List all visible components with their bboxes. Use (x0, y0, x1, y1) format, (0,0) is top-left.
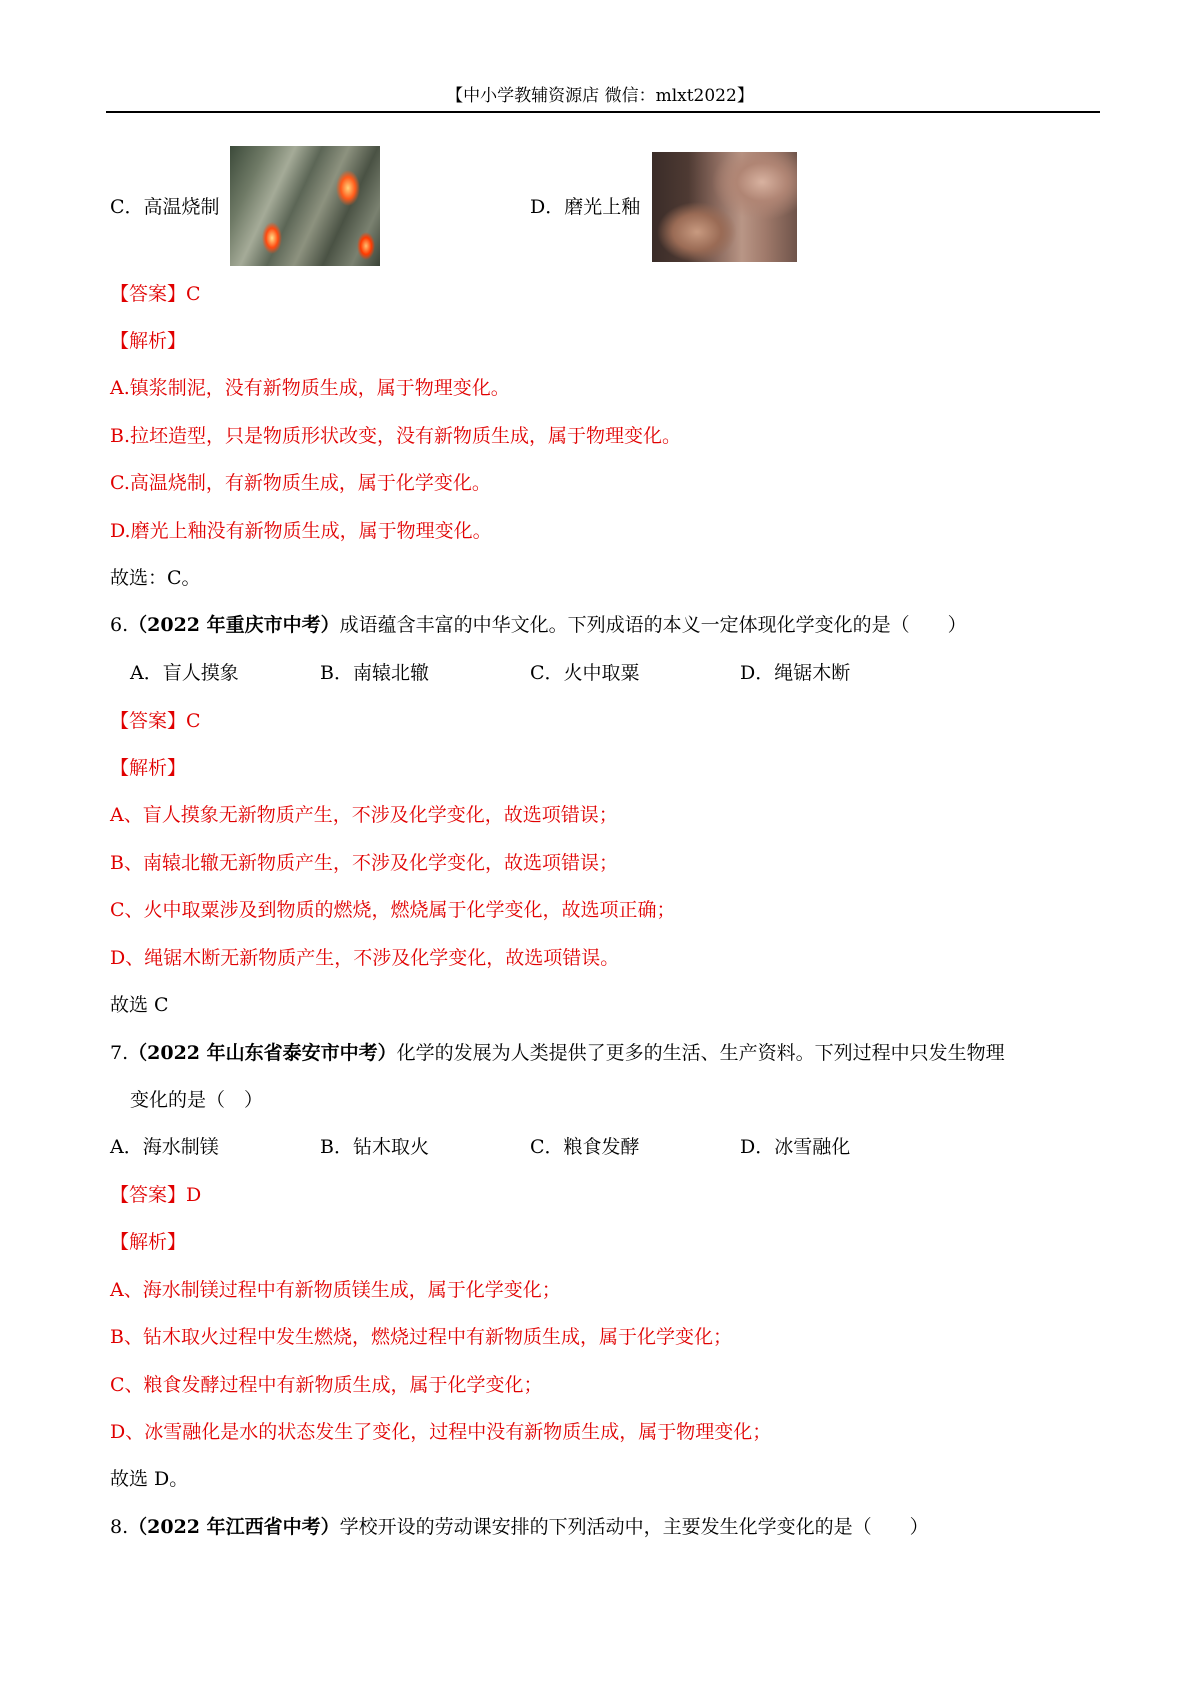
q8-source: （2022 年江西省中考） (128, 1516, 340, 1538)
q6-option-c: C．火中取粟 (530, 662, 640, 684)
q6-analysis-b: B、南辕北辙无新物质产生，不涉及化学变化，故选项错误； (110, 852, 618, 874)
q7-analysis-tag: 【解析】 (110, 1231, 187, 1253)
q6-analysis-tag: 【解析】 (110, 757, 187, 779)
q7-analysis-d: D、冰雪融化是水的状态发生了变化，过程中没有新物质生成，属于物理变化； (110, 1421, 772, 1443)
q6-stem: 6.（2022 年重庆市中考）成语蕴含丰富的中华文化。下列成语的本义一定体现化学变化的是（ ） (110, 614, 967, 636)
q6-answer-value: C (186, 710, 201, 732)
q7-stem-continued: 变化的是（ ） (130, 1089, 264, 1111)
q6-analysis-d: D、绳锯木断无新物质产生，不涉及化学变化，故选项错误。 (110, 947, 620, 969)
q6-answer: 【答案】C (110, 710, 201, 732)
q7-answer: 【答案】D (110, 1184, 202, 1206)
q7-stem: 7.（2022 年山东省泰安市中考）化学的发展为人类提供了更多的生活、生产资料。下列过程中只发生物理 (110, 1042, 1005, 1064)
q5-analysis-d: D.磨光上釉没有新物质生成，属于物理变化。 (110, 520, 492, 542)
q6-option-b: B．南辕北辙 (320, 662, 429, 684)
q5-analysis-tag: 【解析】 (110, 330, 187, 352)
q7-option-c: C．粮食发酵 (530, 1136, 640, 1158)
q5-analysis-b: B.拉坯造型，只是物质形状改变，没有新物质生成，属于物理变化。 (110, 425, 682, 447)
q7-analysis-a: A、海水制镁过程中有新物质镁生成，属于化学变化； (110, 1279, 561, 1301)
q7-analysis-c: C、粮食发酵过程中有新物质生成，属于化学变化； (110, 1374, 543, 1396)
q6-analysis-a: A、盲人摸象无新物质产生，不涉及化学变化，故选项错误； (110, 804, 618, 826)
q5-analysis-a: A.镇浆制泥，没有新物质生成，属于物理变化。 (110, 377, 510, 399)
q7-option-b: B．钻木取火 (320, 1136, 429, 1158)
q7-source: （2022 年山东省泰安市中考） (128, 1042, 397, 1064)
q6-option-a: A．盲人摸象 (130, 662, 239, 684)
page-header: 【中小学教辅资源店 微信：mlxt2022】 (446, 86, 754, 106)
q6-source: （2022 年重庆市中考） (128, 614, 340, 636)
q5-answer: 【答案】C (110, 283, 201, 305)
header-divider (106, 111, 1100, 113)
q6-conclusion: 故选 C (110, 994, 169, 1016)
kiln-fire-image (230, 146, 380, 266)
q7-option-a: A．海水制镁 (110, 1136, 219, 1158)
q5-analysis-c: C.高温烧制，有新物质生成，属于化学变化。 (110, 472, 491, 494)
q7-answer-value: D (186, 1184, 202, 1206)
q7-option-d: D．冰雪融化 (740, 1136, 851, 1158)
q8-stem: 8.（2022 年江西省中考）学校开设的劳动课安排的下列活动中，主要发生化学变化的是（ ） (110, 1516, 929, 1538)
q7-conclusion: 故选 D。 (110, 1468, 189, 1490)
q5-answer-value: C (186, 283, 201, 305)
pottery-glazing-image (652, 152, 797, 262)
q5-option-d: D．磨光上釉 (530, 196, 641, 218)
q5-conclusion: 故选：C。 (110, 567, 201, 589)
q6-analysis-c: C、火中取粟涉及到物质的燃烧，燃烧属于化学变化，故选项正确； (110, 899, 676, 921)
q6-option-d: D．绳锯木断 (740, 662, 851, 684)
q7-analysis-b: B、钻木取火过程中发生燃烧，燃烧过程中有新物质生成，属于化学变化； (110, 1326, 732, 1348)
q5-option-c: C．高温烧制 (110, 196, 220, 218)
